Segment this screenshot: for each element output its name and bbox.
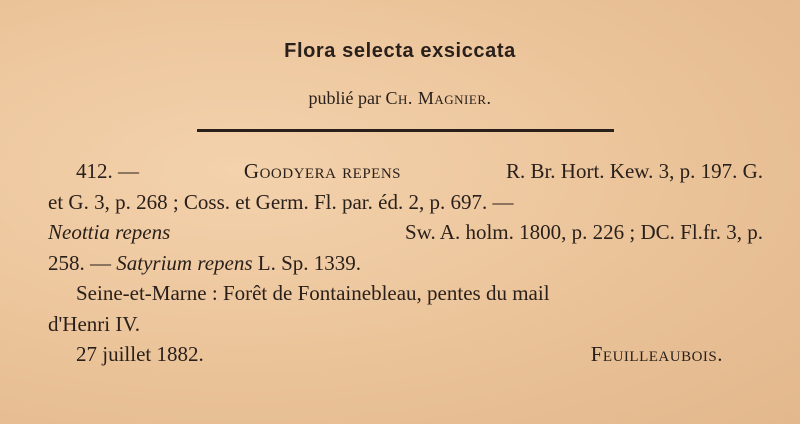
date-collector-line [48, 339, 763, 370]
locality-line-1: Seine-et-Marne : Forêt de Fontainebleau, pentes du mail [76, 281, 550, 305]
entry-line-4 [48, 248, 763, 279]
entry-line-1-rest: R. Br. Hort. Kew. 3, p. 197. G. [505, 159, 763, 183]
entry-line-4-rest: L. Sp. 1339. [257, 250, 362, 275]
entry-number: 412. — [76, 159, 139, 183]
specimen-entry [48, 156, 763, 370]
publisher-line [0, 88, 800, 109]
entry-line-3 [48, 217, 763, 248]
locality-line-2: d'Henri IV. [48, 311, 141, 336]
synonym-satyrium: Satyrium repens [116, 250, 253, 275]
entry-line-3-rest: Sw. A. holm. 1800, p. 226 ; DC. Fl.fr. 3, p. [404, 220, 763, 244]
entry-line-4-prefix: 258. — [48, 250, 111, 275]
divider-rule [197, 129, 614, 132]
collection-date: 27 juillet 1882. [76, 342, 204, 366]
publisher-name: Ch. Magnier. [385, 88, 492, 108]
entry-line-2: et G. 3, p. 268 ; Coss. et Germ. Fl. par. éd. 2, p. 697. — [48, 189, 514, 214]
species-name: Goodyera repens [243, 159, 402, 183]
entry-line-1 [48, 156, 763, 187]
label-title: Flora selecta exsiccata [284, 40, 516, 62]
collector-name: Feuilleaubois. [590, 342, 723, 366]
synonym-neottia: Neottia repens [48, 220, 171, 244]
publisher-prefix: publié par [308, 88, 381, 108]
